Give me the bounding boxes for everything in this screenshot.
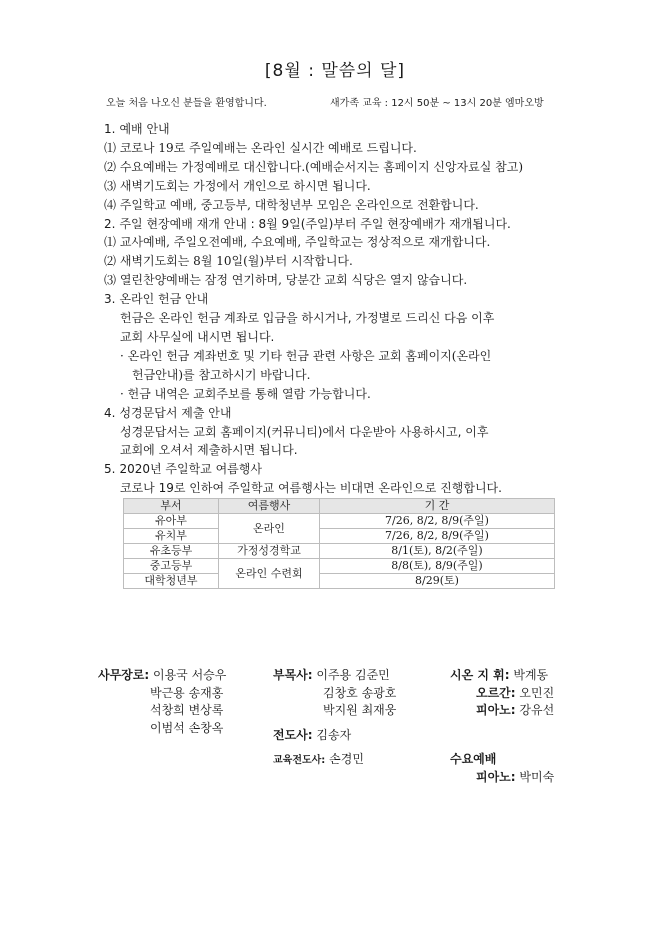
section-2-heading: 2. 주일 현장예배 재개 안내 : 8월 9일(주일)부터 주일 현장예배가 재개됩니다. [104, 216, 511, 231]
table-row [124, 514, 555, 529]
dept-cell: 유아부 [124, 514, 219, 529]
education-info: 새가족 교육 : 12시 50분 ~ 13시 20분 엠마오방 [330, 98, 544, 109]
event-cell: 온라인 [219, 514, 320, 544]
section-1-item: ⑶ 새벽기도회는 가정에서 개인으로 하시면 됩니다. [104, 178, 371, 193]
section-3-bullet: 헌금안내)를 참고하시기 바랍니다. [132, 367, 311, 382]
table-header-row [124, 499, 555, 514]
office-name-line: 이범석 손창옥 [150, 721, 224, 736]
edu-label: 교육전도사: [273, 755, 326, 766]
summer-event-table [123, 498, 555, 589]
wed-piano-label: 피아노: [476, 769, 516, 784]
education-evangelist [273, 751, 364, 770]
table-row [124, 574, 555, 589]
piano-label: 피아노: [476, 703, 516, 718]
section-1-heading: 1. 예배 안내 [104, 122, 170, 136]
conductor-label: 시온 지 휘: [450, 668, 510, 682]
associate-pastors [273, 667, 396, 720]
office-label: 사무장로: [98, 668, 150, 682]
section-1-item: ⑷ 주일학교 예배, 중고등부, 대학청년부 모임은 온라인으로 전환합니다. [104, 197, 479, 212]
deacon-name-line: 김창호 송광호 [323, 685, 397, 700]
section-3-para: 교회 사무실에 내시면 됩니다. [120, 329, 275, 344]
organ-label: 오르간: [476, 685, 516, 700]
dept-cell: 유치부 [124, 529, 219, 544]
section-4-para: 교회에 오셔서 제출하시면 됩니다. [120, 443, 298, 458]
table-row [124, 559, 555, 574]
office-name-line: 석창희 변상록 [150, 703, 224, 718]
conductor-name: 박계동 [513, 668, 549, 682]
office-elders [98, 667, 226, 738]
section-3-bullet: · 헌금 내역은 교회주보를 통해 열람 가능합니다. [120, 386, 371, 401]
deacon-name-line: 박지원 최재웅 [323, 703, 397, 718]
office-name-line: 이용국 서승우 [153, 668, 227, 682]
office-name-line: 박근용 송재홍 [150, 685, 224, 700]
deacon-label: 부목사: [273, 668, 313, 682]
evangelist-label: 전도사: [273, 728, 313, 742]
welcome-text: 오늘 처음 나오신 분들을 환영합니다. [106, 98, 267, 109]
table-header: 기 간 [320, 499, 555, 514]
section-4-para: 성경문답서는 교회 홈페이지(커뮤니티)에서 다운받아 사용하시고, 이후 [120, 424, 489, 439]
table-header: 여름행사 [219, 499, 320, 514]
music-staff [450, 667, 554, 720]
section-4-heading: 4. 성경문답서 제출 안내 [104, 405, 232, 420]
table-row [124, 544, 555, 559]
section-1-item: ⑵ 수요예배는 가정예배로 대신합니다.(예배순서지는 홈페이지 신앙자료실 참고) [104, 159, 524, 174]
page-title: [8월 : 말씀의 달] [264, 61, 406, 81]
period-cell: 8/1(토), 8/2(주일) [320, 544, 555, 559]
dept-cell: 대학청년부 [124, 574, 219, 589]
event-cell: 가정성경학교 [219, 544, 320, 559]
wednesday-service-staff [450, 751, 554, 786]
event-cell: 온라인 수련회 [219, 559, 320, 589]
period-cell: 8/8(토), 8/9(주일) [320, 559, 555, 574]
evangelist [273, 727, 351, 745]
evangelist-name: 김송자 [316, 728, 352, 742]
table-row [124, 529, 555, 544]
section-3-para: 헌금은 온라인 헌금 계좌로 입금을 하시거나, 가정별로 드리신 다음 이후 [120, 311, 495, 326]
dept-cell: 유초등부 [124, 544, 219, 559]
announcements [104, 120, 574, 498]
table-header: 부서 [124, 499, 219, 514]
section-3-heading: 3. 온라인 헌금 안내 [104, 292, 209, 307]
section-1-item: ⑴ 코로나 19로 주일예배는 온라인 실시간 예배로 드립니다. [104, 140, 417, 155]
period-cell: 8/29(토) [320, 574, 555, 589]
piano-name: 강유선 [519, 703, 555, 718]
section-2-item: ⑵ 새벽기도회는 8월 10일(월)부터 시작합니다. [104, 254, 353, 269]
dept-cell: 중고등부 [124, 559, 219, 574]
period-cell: 7/26, 8/2, 8/9(주일) [320, 529, 555, 544]
edu-name: 손경민 [329, 752, 364, 766]
period-cell: 7/26, 8/2, 8/9(주일) [320, 514, 555, 529]
section-5-para: 코로나 19로 인하여 주일학교 여름행사는 비대면 온라인으로 진행합니다. [120, 481, 502, 496]
deacon-name-line: 이주용 김준민 [316, 668, 390, 682]
section-5-heading: 5. 2020년 주일학교 여름행사 [104, 462, 262, 477]
wed-piano-name: 박미숙 [519, 769, 555, 784]
wed-label: 수요예배 [450, 752, 497, 766]
section-2-item: ⑶ 열린찬양예배는 잠정 연기하며, 당분간 교회 식당은 열지 않습니다. [104, 273, 468, 288]
section-3-bullet: · 온라인 헌금 계좌번호 및 기타 헌금 관련 사항은 교회 홈페이지(온라인 [120, 348, 492, 363]
section-2-item: ⑴ 교사예배, 주일오전예배, 수요예배, 주일학교는 정상적으로 재개합니다. [104, 235, 491, 250]
organ-name: 오민진 [519, 685, 555, 700]
